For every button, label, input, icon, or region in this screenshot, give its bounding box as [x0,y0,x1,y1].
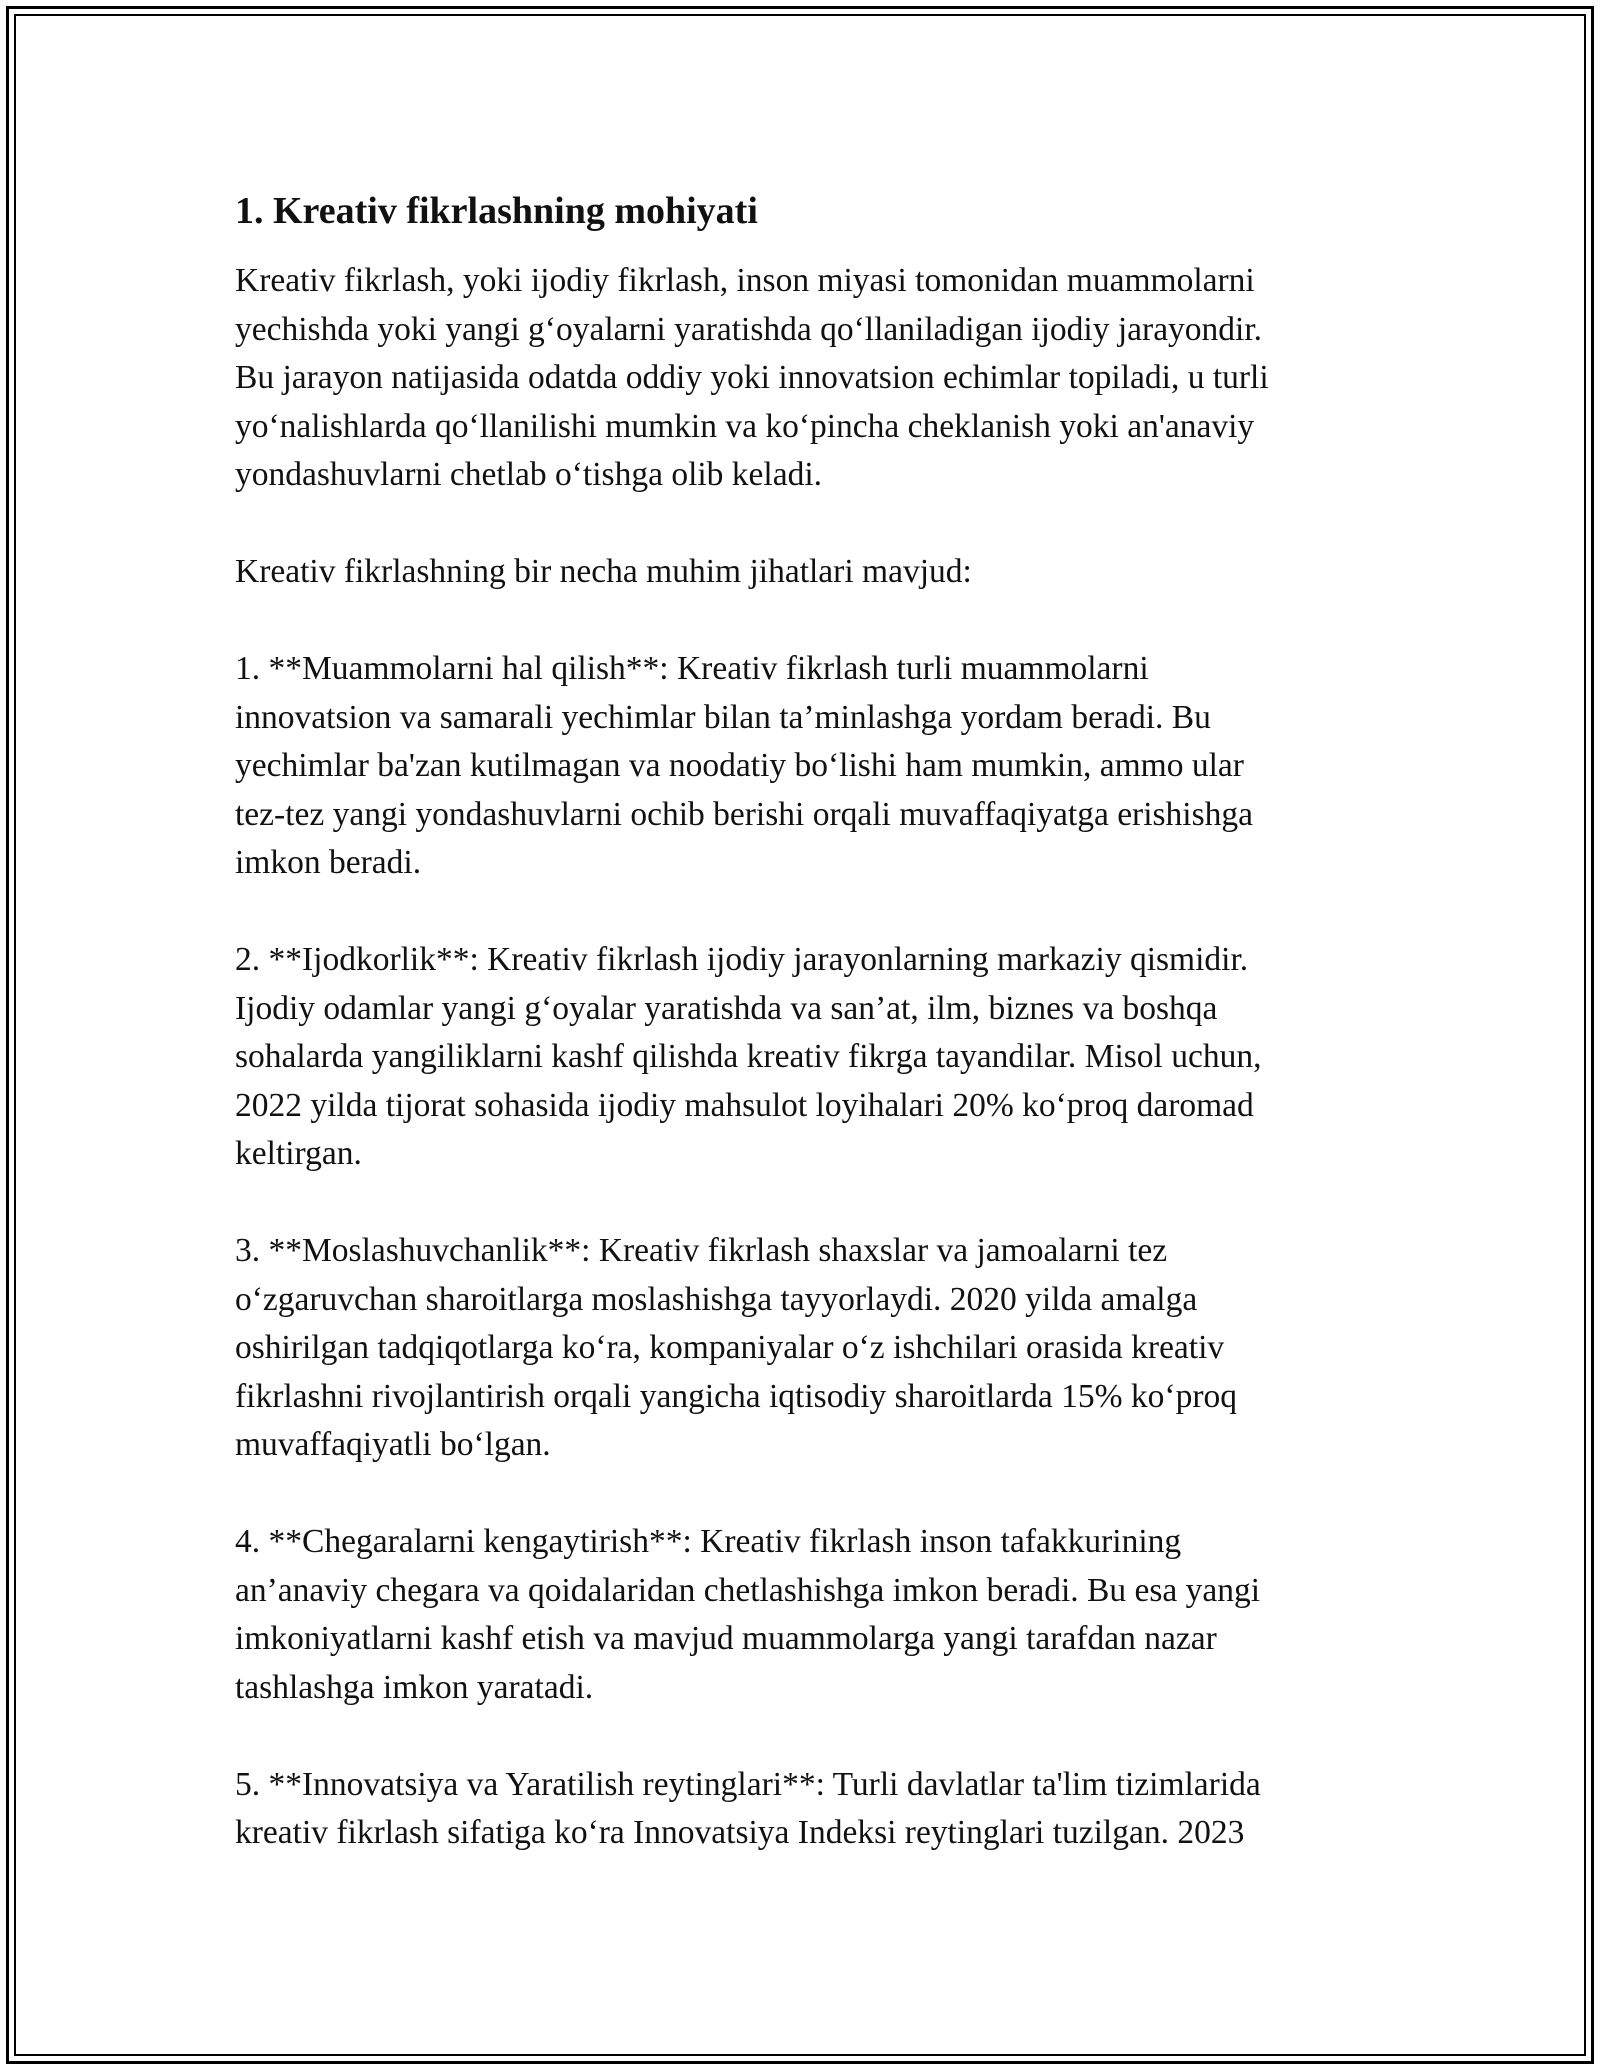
text-line: 4. **Chegaralarni kengaytirish**: Kreativ fikrlash inson tafakkurining [235,1523,1182,1560]
paragraph-intro [235,257,1405,500]
text-line: an’anaviy chegara va qoidalaridan chetlashishga imkon beradi. Bu esa yangi [235,1571,1261,1609]
text-line: innovatsion va samarali yechimlar bilan ta’minlashga yordam beradi. Bu [235,698,1211,736]
text-line: 3. **Moslashuvchanlik**: Kreativ fikrlash shaxslar va jamoalarni tez [235,1232,1168,1269]
text-line: yechishda yoki yangi g‘oyalarni yaratishda qo‘llaniladigan ijodiy jarayondir. [235,310,1263,348]
text-line: kreativ fikrlash sifatiga ko‘ra Innovatsiya Indeksi reytinglari tuzilgan. 2023 [235,1814,1245,1851]
text-line: tashlashga imkon yaratadi. [235,1668,594,1706]
list-item-5 [235,1761,1405,1858]
text-line: 1. **Muammolarni hal qilish**: Kreativ fikrlash turli muammolarni [235,650,1149,687]
text-line: yondashuvlarni chetlab o‘tishga olib keladi. [235,456,823,493]
text-line: imkoniyatlarni kashf etish va mavjud muammolarga yangi tarafdan nazar [235,1620,1217,1657]
text-line: fikrlashni rivojlantirish orqali yangicha iqtisodiy sharoitlarda 15% ko‘proq [235,1377,1237,1415]
text-line: 2. **Ijodkorlik**: Kreativ fikrlash ijodiy jarayonlarning markaziy qismidir. [235,941,1249,978]
text-line: sohalarda yangiliklarni kashf qilishda kreativ fikrga tayandilar. Misol uchun, [235,1038,1262,1075]
text-line: o‘zgaruvchan sharoitlarga moslashishga tayyorlaydi. 2020 yilda amalga [235,1280,1198,1318]
text-line: 2022 yilda tijorat sohasida ijodiy mahsulot loyihalari 20% ko‘proq daromad [235,1086,1254,1124]
text-line: keltirgan. [235,1135,362,1172]
text-line: Ijodiy odamlar yangi g‘oyalar yaratishda va san’at, ilm, biznes va boshqa [235,989,1218,1027]
text-line: yo‘nalishlarda qo‘llanilishi mumkin va ko‘pincha cheklanish yoki an'anaviy [235,407,1255,445]
document-body [235,180,1405,1906]
text-line: tez-tez yangi yondashuvlarni ochib berishi orqali muvaffaqiyatga erishishga [235,795,1254,833]
text-line: Kreativ fikrlashning bir necha muhim jihatlari mavjud: [235,553,972,590]
text-line: yechimlar ba'zan kutilmagan va noodatiy bo‘lishi ham mumkin, ammo ular [235,747,1244,784]
text-line: 5. **Innovatsiya va Yaratilish reytinglari**: Turli davlatlar ta'lim tizimlarida [235,1765,1261,1803]
list-item-4 [235,1518,1405,1712]
list-item-1 [235,645,1405,888]
text-line: Kreativ fikrlash, yoki ijodiy fikrlash, inson miyasi tomonidan muammolarni [235,262,1255,299]
list-item-3 [235,1227,1405,1470]
paragraph-aspects-intro [235,548,1405,597]
text-line: Bu jarayon natijasida odatda oddiy yoki innovatsion echimlar topiladi, u turli [235,359,1269,396]
section-heading: 1. Kreativ fikrlashning mohiyati [235,190,758,232]
text-line: muvaffaqiyatli bo‘lgan. [235,1426,551,1463]
text-line: oshirilgan tadqiqotlarga ko‘ra, kompaniyalar o‘z ishchilari orasida kreativ [235,1329,1225,1366]
list-item-2 [235,936,1405,1179]
text-line: imkon beradi. [235,844,422,881]
